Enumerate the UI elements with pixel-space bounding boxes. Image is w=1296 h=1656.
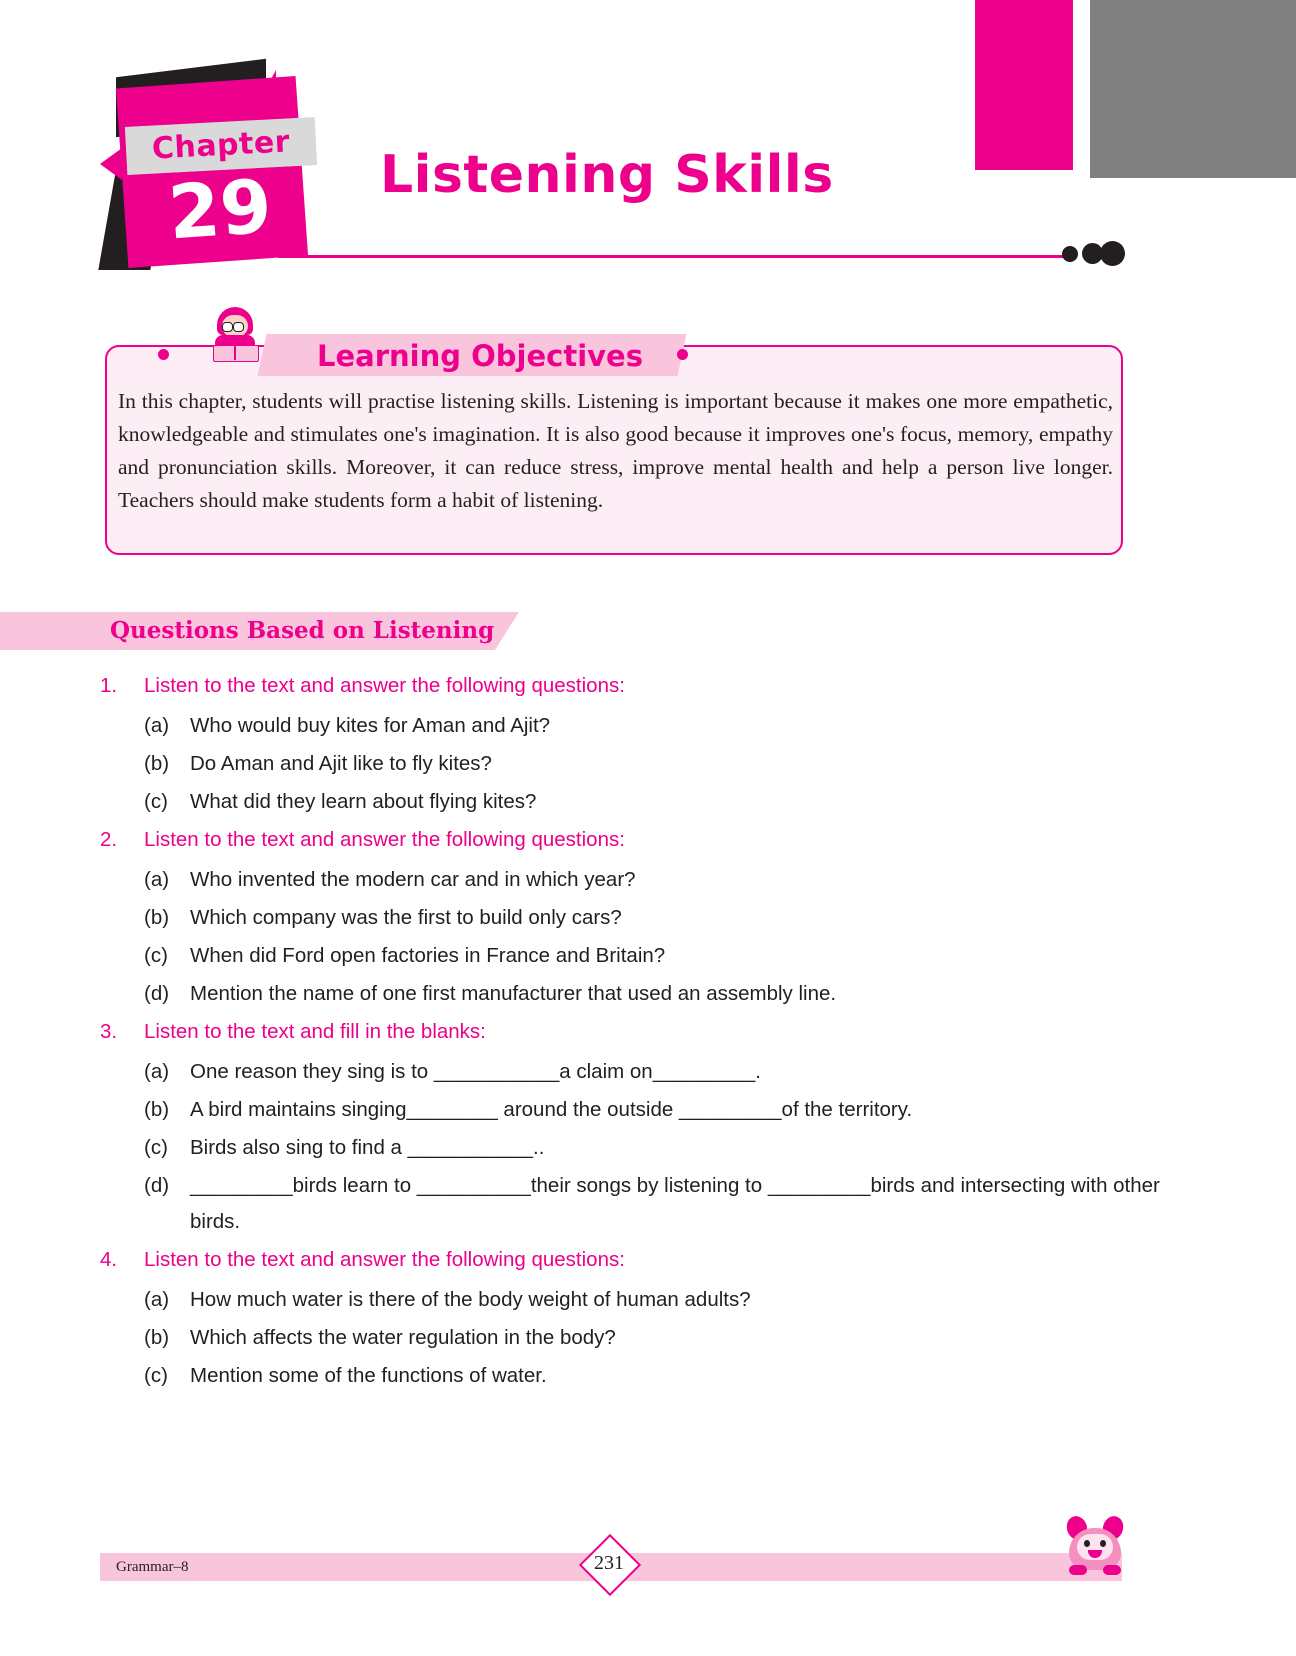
learning-objectives-text: In this chapter, students will practise listening skills. Listening is important because it makes one more empathetic, knowledgeable and stimulates one's imagination. It is also good because it improves one's focus, memory, empathy and pronunciation skills. Moreover, it can reduce stress, improve mental health and help a person live longer. Teachers should make students form a habit of listening. xyxy=(118,389,1113,512)
footer-mascot-eye-left xyxy=(1084,1540,1090,1547)
reading-girl-icon xyxy=(205,305,265,363)
banner-dot-right-icon xyxy=(677,349,688,360)
sub-question xyxy=(144,1092,1190,1128)
question-number: 4. xyxy=(100,1248,118,1271)
top-pink-decoration xyxy=(975,0,1073,170)
sub-question-label: (a) xyxy=(144,1288,170,1311)
question-number: 1. xyxy=(100,674,118,697)
sub-question-label: (b) xyxy=(144,1098,170,1121)
footer-mascot-eye-right xyxy=(1100,1540,1106,1547)
rule-dot-small-icon xyxy=(1062,246,1078,262)
sub-question-text: One reason they sing is to ___________a claim on_________. xyxy=(190,1060,762,1083)
question-item xyxy=(100,822,1190,858)
badge-pink-triangle xyxy=(250,70,276,118)
sub-question-label: (a) xyxy=(144,1060,170,1083)
title-rule xyxy=(278,255,1068,258)
sub-question-text: Which company was the first to build only cars? xyxy=(190,906,622,929)
question-item xyxy=(100,1242,1190,1278)
sub-question-text: Mention some of the functions of water. xyxy=(190,1364,547,1387)
sub-question xyxy=(144,708,1190,744)
page-number: 231 xyxy=(594,1552,624,1574)
questions-list xyxy=(100,668,1190,1396)
sub-question-text: Do Aman and Ajit like to fly kites? xyxy=(190,752,492,775)
sub-question-label: (d) xyxy=(144,982,170,1005)
footer-mascot-foot-left xyxy=(1069,1565,1087,1575)
sub-question-label: (c) xyxy=(144,790,168,813)
footer-mascot-foot-right xyxy=(1103,1565,1121,1575)
sub-question-label: (c) xyxy=(144,1364,168,1387)
sub-question-label: (a) xyxy=(144,868,170,891)
question-item xyxy=(100,668,1190,704)
chapter-badge xyxy=(100,60,330,275)
sub-question xyxy=(144,900,1190,936)
sub-question-label: (b) xyxy=(144,1326,170,1349)
sub-question-label: (b) xyxy=(144,906,170,929)
sub-question xyxy=(144,938,1190,974)
sub-question xyxy=(144,1358,1190,1394)
section-title: Questions Based on Listening xyxy=(110,617,495,644)
sub-question xyxy=(144,746,1190,782)
sub-question-label: (d) xyxy=(144,1174,170,1197)
sub-question xyxy=(144,1320,1190,1356)
question-stem: Listen to the text and answer the following questions: xyxy=(144,1248,625,1271)
question-number: 3. xyxy=(100,1020,118,1043)
sub-question-text: Birds also sing to find a ___________.. xyxy=(190,1136,545,1159)
sub-question-text: Which affects the water regulation in the body? xyxy=(190,1326,616,1349)
question-number: 2. xyxy=(100,828,118,851)
sub-question-text: A bird maintains singing________ around the outside _________of the territory. xyxy=(190,1098,913,1121)
sub-question-label: (c) xyxy=(144,944,168,967)
sub-question-label: (a) xyxy=(144,714,170,737)
chapter-number: 29 xyxy=(165,163,275,257)
mascot-glasses-right xyxy=(233,322,244,332)
sub-question xyxy=(144,1168,1190,1240)
sub-question xyxy=(144,976,1190,1012)
sub-question-text: How much water is there of the body weight of human adults? xyxy=(190,1288,751,1311)
sub-question-text: _________birds learn to __________their songs by listening to _________birds and intersecting with other birds. xyxy=(190,1174,1160,1233)
sub-question xyxy=(144,1054,1190,1090)
page-title: Listening Skills xyxy=(380,145,834,205)
mascot-book xyxy=(213,345,259,362)
sub-question-text: What did they learn about flying kites? xyxy=(190,790,537,813)
mascot-book-spine xyxy=(234,345,236,360)
sub-question-text: Who invented the modern car and in which year? xyxy=(190,868,636,891)
banner-dot-left-icon xyxy=(158,349,169,360)
top-gray-decoration xyxy=(1090,0,1296,178)
question-stem: Listen to the text and answer the following questions: xyxy=(144,828,625,851)
sub-question-text: Who would buy kites for Aman and Ajit? xyxy=(190,714,551,737)
footer-book-label: Grammar–8 xyxy=(116,1559,189,1575)
learning-objectives-heading: Learning Objectives xyxy=(317,339,643,373)
question-stem: Listen to the text and answer the following questions: xyxy=(144,674,625,697)
section-heading-arrow xyxy=(495,612,519,650)
footer-mascot-icon xyxy=(1055,1510,1135,1580)
badge-pink-triangle-left xyxy=(100,148,122,180)
question-stem: Listen to the text and fill in the blanks: xyxy=(144,1020,486,1043)
sub-question-text: When did Ford open factories in France and Britain? xyxy=(190,944,666,967)
question-item xyxy=(100,1014,1190,1050)
sub-question-label: (b) xyxy=(144,752,170,775)
sub-question-label: (c) xyxy=(144,1136,168,1159)
rule-dot-large-icon xyxy=(1100,241,1125,266)
mascot-glasses-left xyxy=(222,322,233,332)
sub-question xyxy=(144,784,1190,820)
sub-question-text: Mention the name of one first manufacturer that used an assembly line. xyxy=(190,982,837,1005)
sub-question xyxy=(144,862,1190,898)
sub-question xyxy=(144,1130,1190,1166)
chapter-label: Chapter xyxy=(151,124,291,167)
sub-question xyxy=(144,1282,1190,1318)
